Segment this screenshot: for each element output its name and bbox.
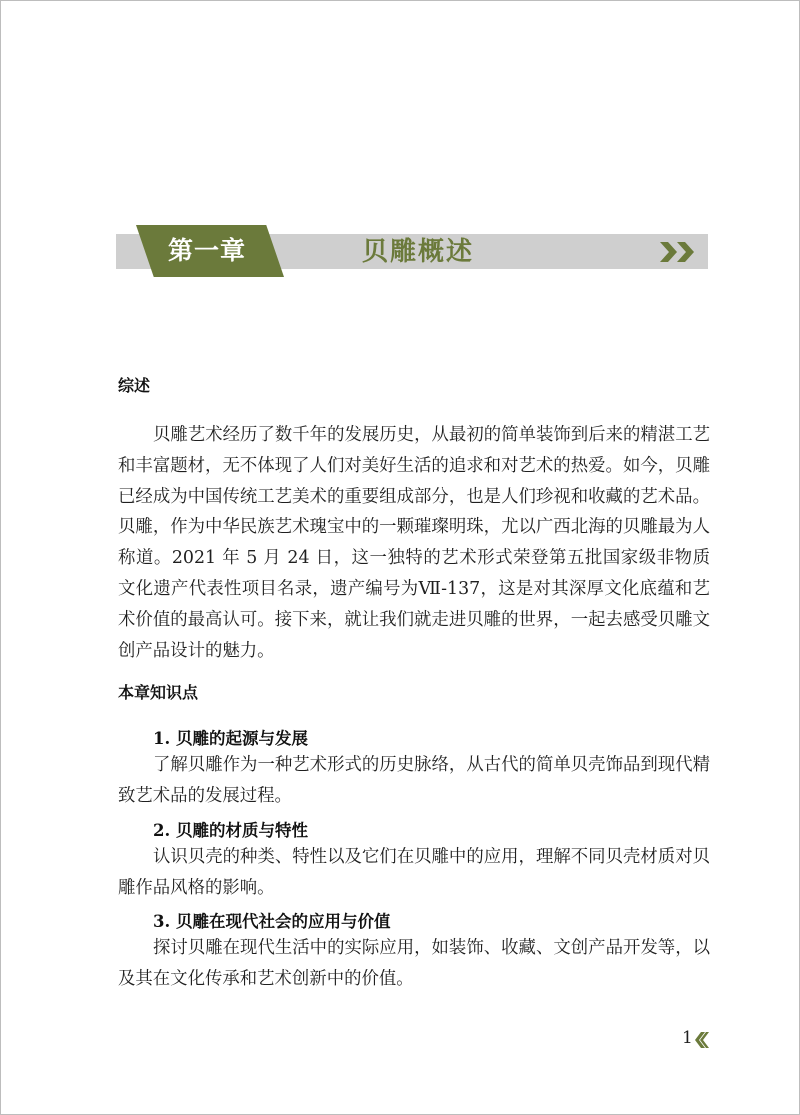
chapter-banner [116,222,708,278]
knowledge-item-title: 3. 贝雕在现代社会的应用与价值 [153,912,391,931]
knowledge-item-title: 1. 贝雕的起源与发展 [153,729,308,748]
knowledge-item-text: 了解贝雕作为一种艺术形式的历史脉络，从古代的简单贝壳饰品到现代精致艺术品的发展过程。 [118,755,710,806]
overview-paragraph: 贝雕艺术经历了数千年的发展历史，从最初的简单装饰到后来的精湛工艺和丰富题材，无不体现了人们对美好生活的追求和对艺术的热爱。如今，贝雕已经成为中国传统工艺美术的重要组成部分，也是人们珍视和收藏的艺术品。贝雕，作为中华民族艺术瑰宝中的一颗璀璨明珠，尤以广西北海的贝雕最为人称道。2021 年 5 月 24 日，这一独特的艺术形式荣登第五批国家级非物质文化遗产代表性项目名录，遗产编号为Ⅶ-137，这是对其深厚文化底蕴和艺术价值的最高认可。接下来，就让我们就走进贝雕的世界，一起去感受贝雕文创产品设计的魅力。 [118,425,710,661]
knowledge-item-text: 探讨贝雕在现代生活中的实际应用，如装饰、收藏、文创产品开发等，以及其在文化传承和艺术创新中的价值。 [118,938,710,989]
overview-heading: 综述 [118,376,151,395]
knowledge-item-text: 认识贝壳的种类、特性以及它们在贝雕中的应用，理解不同贝壳材质对贝雕作品风格的影响。 [118,847,710,898]
chapter-label: 第一章 [168,236,247,265]
knowledge-heading: 本章知识点 [118,683,199,702]
page-number: 1 [682,1028,693,1048]
chapter-title: 贝雕概述 [362,237,475,267]
double-chevron-left-icon [693,1032,709,1048]
double-chevron-right-icon [660,242,696,262]
knowledge-item-title: 2. 贝雕的材质与特性 [153,821,308,840]
